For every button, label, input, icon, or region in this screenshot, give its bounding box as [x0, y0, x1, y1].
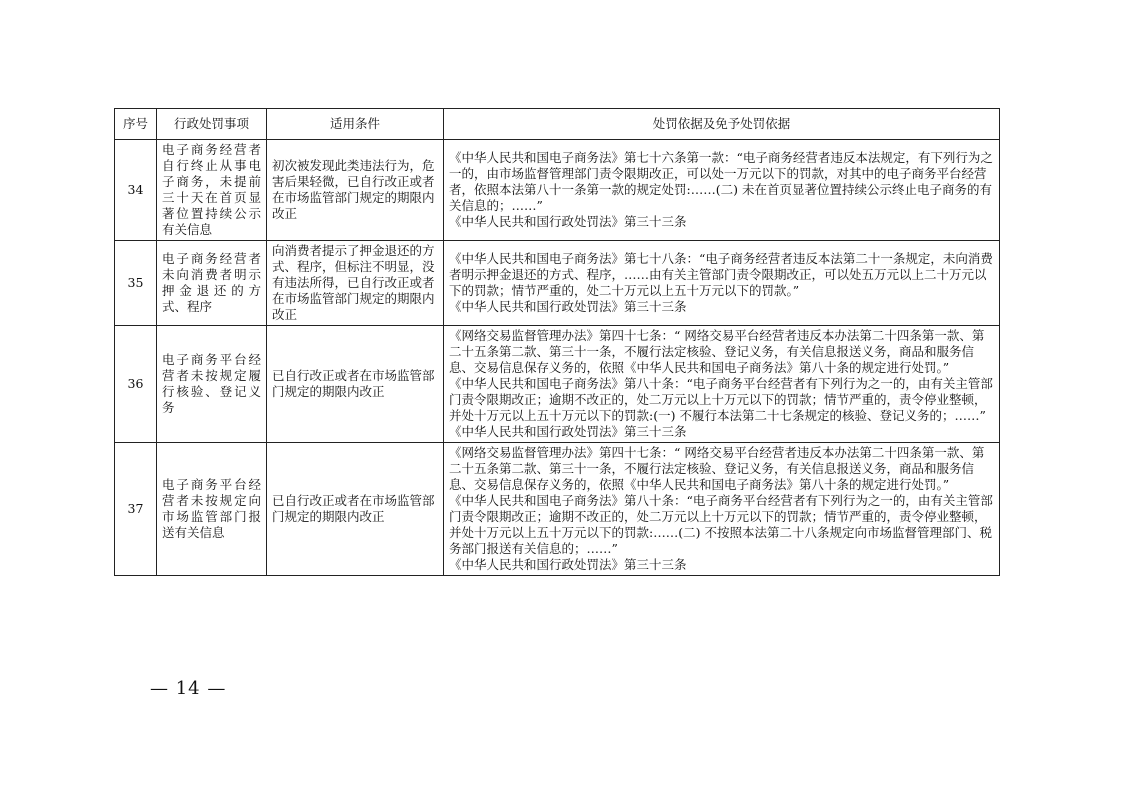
- header-penalty-item: 行政处罚事项: [157, 109, 267, 140]
- basis-paragraph: 《中华人民共和国电子商务法》第七十八条：“电子商务经营者违反本法第二十一条规定，未向消费者明示押金退还的方式、程序，……由有关主管部门责令限期改正，可以处五万元以上二十万元以下的罚款；情节严重的，处二十万元以上五十万元以下的罚款。”: [449, 251, 993, 298]
- header-basis: 处罚依据及免予处罚依据: [444, 109, 1000, 140]
- table-row: [115, 443, 1000, 576]
- table-header-row: [115, 109, 1000, 140]
- row-basis: [444, 443, 1000, 576]
- row-penalty-item: 电子商务平台经营者未按规定履行核验、登记义务: [157, 326, 267, 443]
- document-sheet: [114, 108, 999, 576]
- basis-paragraph: 《中华人民共和国电子商务法》第八十条：“电子商务平台经营者有下列行为之一的，由有关主管部门责令限期改正；逾期不改正的，处二万元以上十万元以下的罚款；情节严重的，责令停业整顿，并处十万元以上五十万元以下的罚款:(一) 不履行本法第二十七条规定的核验、登记义务的；……”: [449, 376, 993, 423]
- row-basis: [444, 241, 1000, 326]
- row-penalty-item: 电子商务经营者自行终止从事电子商务，未提前三十天在首页显著位置持续公示有关信息: [157, 140, 267, 241]
- row-serial: 36: [115, 326, 157, 443]
- row-penalty-item: 电子商务平台经营者未按规定向市场监管部门报送有关信息: [157, 443, 267, 576]
- table-row: [115, 140, 1000, 241]
- row-condition: 向消费者提示了押金退还的方式、程序，但标注不明显，没有违法所得，已自行改正或者在市场监管部门规定的期限内改正: [267, 241, 444, 326]
- table-row: [115, 241, 1000, 326]
- basis-paragraph: 《中华人民共和国电子商务法》第八十条：“电子商务平台经营者有下列行为之一的，由有关主管部门责令限期改正；逾期不改正的，处二万元以上十万元以下的罚款；情节严重的，责令停业整顿，并处十万元以上五十万元以下的罚款:……(二) 不按照本法第二十八条规定向市场监督管理部门、税务部门报送有关信息的；……”: [449, 493, 993, 556]
- basis-paragraph: 《中华人民共和国行政处罚法》第三十三条: [449, 557, 687, 572]
- row-serial: 35: [115, 241, 157, 326]
- basis-paragraph: 《中华人民共和国行政处罚法》第三十三条: [449, 424, 687, 439]
- header-serial: 序号: [115, 109, 157, 140]
- table-row: [115, 326, 1000, 443]
- basis-paragraph: 《网络交易监督管理办法》第四十七条：“ 网络交易平台经营者违反本办法第二十四条第一款、第二十五条第二款、第三十一条，不履行法定核验、登记义务，有关信息报送义务，商品和服务信息、交易信息保存义务的，依照《中华人民共和国电子商务法》第八十条的规定进行处罚。”: [449, 445, 985, 492]
- row-penalty-item: 电子商务经营者未向消费者明示押金退还的方式、程序: [157, 241, 267, 326]
- row-basis: [444, 140, 1000, 241]
- header-condition: 适用条件: [267, 109, 444, 140]
- penalty-table: [114, 108, 1000, 576]
- row-serial: 37: [115, 443, 157, 576]
- basis-paragraph: 《中华人民共和国行政处罚法》第三十三条: [449, 299, 687, 314]
- row-condition: 初次被发现此类违法行为，危害后果轻微，已自行改正或者在市场监管部门规定的期限内改正: [267, 140, 444, 241]
- row-condition: 已自行改正或者在市场监管部门规定的期限内改正: [267, 443, 444, 576]
- row-serial: 34: [115, 140, 157, 241]
- basis-paragraph: 《中华人民共和国电子商务法》第七十六条第一款：“电子商务经营者违反本法规定，有下列行为之一的，由市场监督管理部门责令限期改正，可以处一万元以下的罚款，对其中的电子商务平台经营者，依照本法第八十一条第一款的规定处罚:……(二) 未在首页显著位置持续公示终止电子商务的有关信息的；……”: [449, 150, 993, 213]
- row-condition: 已自行改正或者在市场监管部门规定的期限内改正: [267, 326, 444, 443]
- page-number: — 14 —: [150, 678, 227, 699]
- row-basis: [444, 326, 1000, 443]
- basis-paragraph: 《网络交易监督管理办法》第四十七条：“ 网络交易平台经营者违反本办法第二十四条第一款、第二十五条第二款、第三十一条，不履行法定核验、登记义务，有关信息报送义务，商品和服务信息、交易信息保存义务的，依照《中华人民共和国电子商务法》第八十条的规定进行处罚。”: [449, 328, 985, 375]
- basis-paragraph: 《中华人民共和国行政处罚法》第三十三条: [449, 214, 687, 229]
